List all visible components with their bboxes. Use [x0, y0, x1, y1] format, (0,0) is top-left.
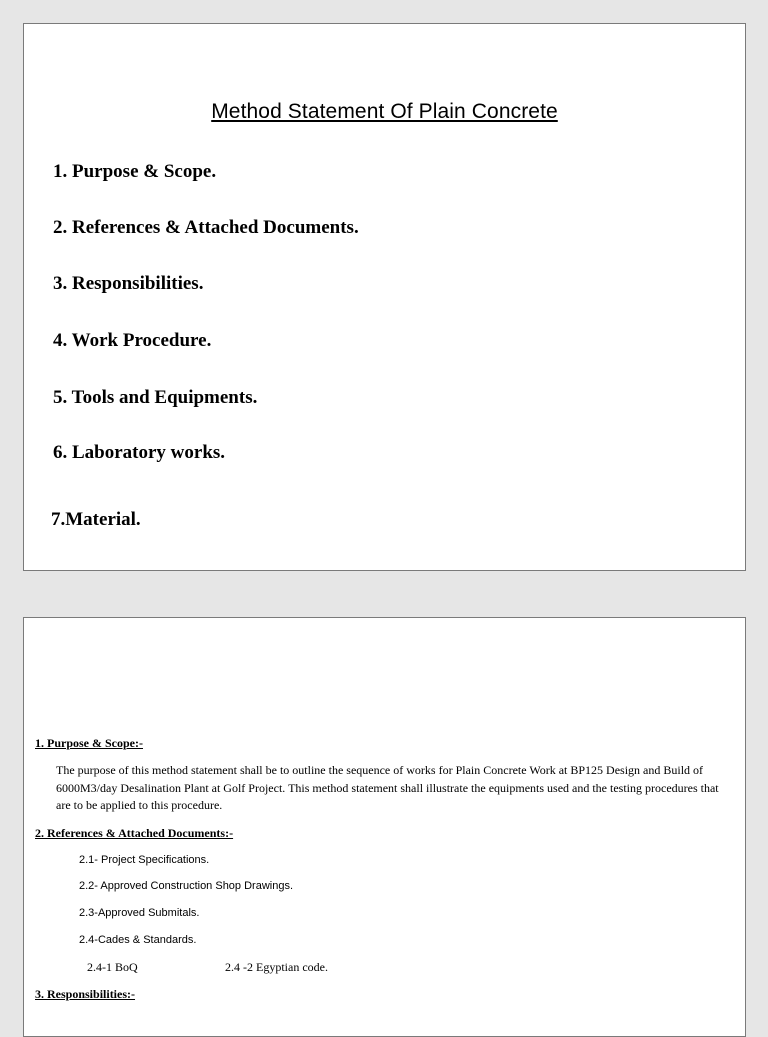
- purpose-paragraph: The purpose of this method statement shall be to outline the sequence of works for Plain Concrete Work at BP125 Design and Build of 6000M3/day Desalination Plant at Golf Project. This method statement shall illustrate the equipments used and the testing procedures that are to be applied to this procedure.: [56, 763, 719, 812]
- sub-reference-egyptian-code: 2.4 -2 Egyptian code.: [225, 960, 328, 974]
- sub-reference-boq: 2.4-1 BoQ: [87, 960, 138, 974]
- reference-item: 2.4-Cades & Standards.: [79, 934, 197, 946]
- toc-item-work-procedure: 4. Work Procedure.: [53, 330, 212, 351]
- toc-item-laboratory: 6. Laboratory works.: [53, 442, 226, 463]
- references-heading: 2. References & Attached Documents:-: [35, 826, 234, 840]
- document-title: Method Statement Of Plain Concrete: [211, 100, 558, 123]
- reference-item: 2.2- Approved Construction Shop Drawings.: [79, 880, 294, 892]
- document-page-2: [23, 617, 746, 1037]
- toc-item-purpose: 1. Purpose & Scope.: [53, 161, 217, 182]
- toc-item-references: 2. References & Attached Documents.: [53, 217, 359, 238]
- toc-item-tools: 5. Tools and Equipments.: [53, 387, 258, 408]
- document-page-1: [23, 23, 746, 571]
- toc-item-material: 7.Material.: [51, 509, 141, 530]
- reference-item: 2.1- Project Specifications.: [79, 854, 210, 866]
- responsibilities-heading: 3. Responsibilities:-: [35, 987, 136, 1001]
- reference-item: 2.3-Approved Submitals.: [79, 907, 200, 919]
- purpose-heading: 1. Purpose & Scope:-: [35, 736, 143, 750]
- toc-item-responsibilities: 3. Responsibilities.: [53, 273, 204, 294]
